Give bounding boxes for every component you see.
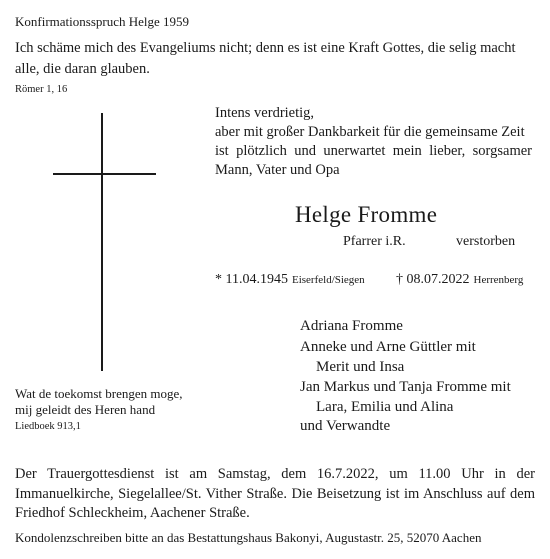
hymn-line-1: Wat de toekomst brengen moge, [15,386,183,401]
intro-line-3: ist plötzlich und unerwartet mein lieber, sorgsamer [215,143,532,159]
family-line-1: Adriana Fromme [300,318,403,334]
deceased-status: verstorben [456,234,516,249]
hymn-line-2: mij geleidt des Heren hand [15,402,156,417]
family-line-6: und Verwandte [300,418,391,434]
family-line-5: Lara, Emilia und Alina [316,399,454,415]
verse-line-2: alle, die daran glauben. [15,61,150,77]
birth-info [215,270,365,288]
death-date: † 08.07.2022 [396,272,470,287]
birth-date: * 11.04.1945 [215,272,288,287]
hymn-reference: Liedboek 913,1 [15,421,81,432]
death-place: Herrenberg [473,274,524,286]
service-line-1: Der Trauergottesdienst ist am Samstag, dem 16.7.2022, um 11.00 Uhr in der [15,466,535,482]
service-line-3: Friedhof Schleckheim, Aachener Straße. [15,505,250,521]
family-line-4: Jan Markus und Tanja Fromme mit [300,379,511,395]
intro-line-2: aber mit großer Dankbarkeit für die gemeinsame Zeit [215,124,525,140]
family-line-3: Merit und Insa [316,359,405,375]
verse-reference: Römer 1, 16 [15,84,68,95]
service-line-2: Immanuelkirche, Siegelallee/St. Vither Straße. Die Beisetzung ist im Anschluss auf dem [15,486,535,502]
condolences-note: Kondolenzschreiben bitte an das Bestattungshaus Bakonyi, Augustastr. 25, 52070 Aachen [15,530,482,545]
birth-place: Eiserfeld/Siegen [291,274,365,286]
deceased-name: Helge Fromme [295,202,438,227]
verse-line-1: Ich schäme mich des Evangeliums nicht; denn es ist eine Kraft Gottes, die selig macht [15,40,516,56]
intro-line-4: Mann, Vater und Opa [215,162,340,178]
intro-line-1: Intens verdrietig, [215,105,315,121]
verse-heading: Konfirmationsspruch Helge 1959 [15,14,190,29]
death-info [396,270,523,288]
family-line-2: Anneke und Arne Güttler mit [300,339,476,355]
deceased-title: Pfarrer i.R. [343,234,406,249]
